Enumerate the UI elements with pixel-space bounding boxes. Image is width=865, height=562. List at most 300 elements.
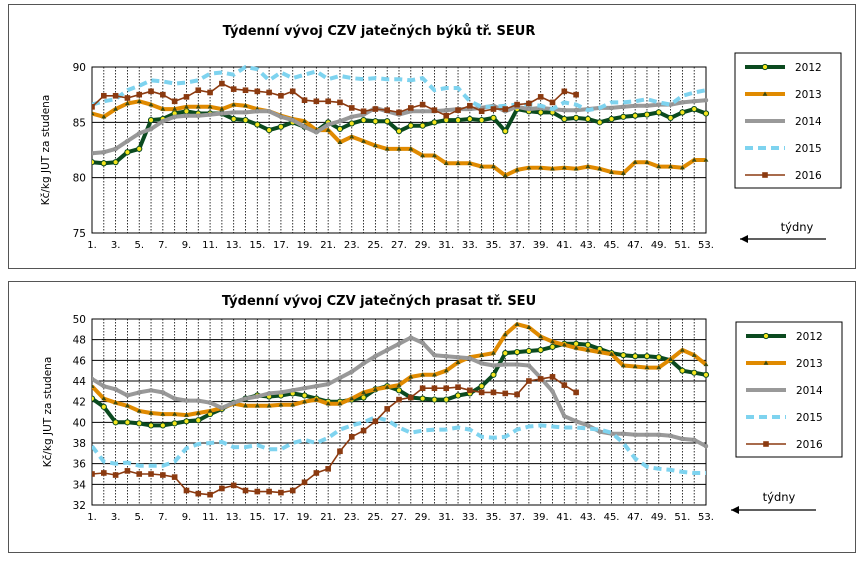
x-tick-label: 51. <box>674 512 691 523</box>
legend-label: 2012 <box>795 62 822 74</box>
data-point-2012 <box>656 110 661 115</box>
data-point-2014 <box>208 401 212 405</box>
x-tick-label: 11. <box>202 512 219 523</box>
data-point-2016 <box>278 93 284 99</box>
data-point-2012 <box>644 354 649 359</box>
data-point-2012 <box>89 160 94 165</box>
y-tick-label: 46 <box>72 355 86 368</box>
data-point-2014 <box>633 104 637 108</box>
data-point-2012 <box>680 368 685 373</box>
legend <box>735 53 841 188</box>
data-point-2016 <box>160 472 166 478</box>
data-point-2016 <box>195 87 201 93</box>
data-point-2014 <box>196 114 200 118</box>
data-point-2012 <box>408 123 413 128</box>
data-point-2012 <box>148 423 153 428</box>
legend <box>736 322 842 457</box>
data-point-2016 <box>113 93 119 99</box>
data-point-2016 <box>266 90 272 96</box>
y-axis-label: Kč/kg JUT za studena <box>40 94 52 206</box>
data-point-2014 <box>621 105 625 109</box>
data-point-2014 <box>444 108 448 112</box>
data-point-2016 <box>396 397 402 403</box>
data-point-2016 <box>337 100 343 106</box>
legend-label: 2015 <box>795 143 822 155</box>
legend-label: 2015 <box>796 412 823 424</box>
data-point-2014 <box>680 100 684 104</box>
x-tick-label: 13. <box>225 512 242 523</box>
data-point-2012 <box>420 396 425 401</box>
x-tick-label: 23. <box>343 240 360 251</box>
data-point-2012 <box>89 396 94 401</box>
y-tick-label: 50 <box>72 314 86 326</box>
data-point-2014 <box>244 110 248 114</box>
x-tick-label: 19. <box>296 240 313 251</box>
data-point-2014 <box>149 127 153 131</box>
data-point-2014 <box>161 390 165 394</box>
data-point-2014 <box>598 430 602 434</box>
data-point-2014 <box>692 99 696 103</box>
x-tick-label: 7. <box>158 240 168 251</box>
y-tick-label: 34 <box>72 479 86 492</box>
x-tick-label: 27. <box>391 512 407 523</box>
data-point-2014 <box>704 98 708 102</box>
data-point-2014 <box>610 106 614 110</box>
x-axis-label: týdny <box>780 220 814 234</box>
y-tick-label: 44 <box>72 376 86 388</box>
data-point-2016 <box>408 395 414 401</box>
data-point-2012 <box>432 120 437 125</box>
data-point-2016 <box>526 378 532 384</box>
y-tick-label: 36 <box>72 458 86 471</box>
data-point-2012 <box>503 129 508 134</box>
x-tick-label: 45. <box>603 240 620 251</box>
data-point-2014 <box>409 336 413 340</box>
x-tick-label: 1. <box>87 512 97 523</box>
data-point-2012 <box>148 118 153 123</box>
data-point-2014 <box>657 103 661 107</box>
data-point-2012 <box>692 370 697 375</box>
data-point-2012 <box>609 116 614 121</box>
data-point-2012 <box>455 118 460 123</box>
y-tick-label: 90 <box>72 62 86 74</box>
data-point-2016 <box>550 100 556 106</box>
x-tick-label: 47. <box>627 240 644 251</box>
data-point-2012 <box>668 115 673 120</box>
data-point-2012 <box>255 122 260 127</box>
y-tick-label: 48 <box>72 334 86 347</box>
data-point-2016 <box>443 385 449 391</box>
data-point-2012 <box>444 397 449 402</box>
x-axis-arrow-head <box>740 235 748 243</box>
data-point-2016 <box>573 390 579 396</box>
data-point-2014 <box>468 356 472 360</box>
data-point-2012 <box>585 342 590 347</box>
y-tick-label: 80 <box>72 172 86 185</box>
data-point-2016 <box>113 472 119 478</box>
data-point-2012 <box>514 349 519 354</box>
data-point-2014 <box>574 419 578 423</box>
y-tick-label: 42 <box>72 396 86 409</box>
data-point-2014 <box>114 387 118 391</box>
data-point-2014 <box>184 114 188 118</box>
legend-label: 2016 <box>795 170 822 182</box>
data-point-2016 <box>101 93 107 99</box>
y-tick-label: 85 <box>72 117 86 130</box>
data-point-2016 <box>125 468 131 474</box>
data-point-2014 <box>551 389 555 393</box>
data-point-2012 <box>491 115 496 120</box>
x-tick-label: 49. <box>650 240 667 251</box>
data-point-2014 <box>102 384 106 388</box>
x-tick-label: 9. <box>181 512 192 523</box>
data-point-2014 <box>515 362 519 366</box>
data-point-2014 <box>350 370 354 374</box>
x-tick-label: 31. <box>438 240 455 251</box>
legend-marker <box>762 64 767 69</box>
legend-marker <box>764 388 768 392</box>
data-point-2014 <box>291 388 295 392</box>
data-point-2016 <box>101 470 107 476</box>
data-point-2012 <box>278 124 283 129</box>
x-tick-label: 33. <box>461 512 478 523</box>
data-point-2012 <box>467 116 472 121</box>
data-point-2016 <box>195 491 201 497</box>
data-point-2012 <box>703 372 708 377</box>
y-tick-label: 38 <box>72 438 86 450</box>
data-point-2012 <box>101 404 106 409</box>
data-point-2012 <box>621 114 626 119</box>
data-point-2014 <box>208 113 212 117</box>
data-point-2016 <box>243 488 249 494</box>
x-tick-label: 41. <box>556 240 573 251</box>
x-tick-label: 53. <box>698 512 714 523</box>
data-point-2012 <box>113 160 118 165</box>
data-point-2016 <box>219 81 225 87</box>
x-tick-label: 47. <box>627 512 644 523</box>
data-point-2014 <box>220 406 224 410</box>
data-point-2012 <box>703 111 708 116</box>
data-point-2016 <box>420 102 426 108</box>
data-point-2014 <box>267 391 271 395</box>
x-tick-label: 3. <box>110 512 121 523</box>
data-point-2012 <box>113 420 118 425</box>
data-point-2014 <box>326 382 330 386</box>
y-tick-label: 32 <box>72 500 86 512</box>
x-tick-label: 43. <box>579 512 596 523</box>
data-point-2014 <box>373 354 377 358</box>
data-point-2012 <box>574 115 579 120</box>
data-point-2012 <box>491 372 496 377</box>
chart-title: Týdenní vývoj CZV jatečných býků tř. SEUR <box>222 24 536 39</box>
data-point-2016 <box>384 406 390 412</box>
data-point-2014 <box>314 130 318 134</box>
data-point-2016 <box>432 107 438 113</box>
data-point-2016 <box>455 384 461 390</box>
data-point-2012 <box>243 118 248 123</box>
data-point-2012 <box>550 344 555 349</box>
data-point-2014 <box>704 444 708 448</box>
x-tick-label: 25. <box>367 240 384 251</box>
data-point-2014 <box>90 151 94 155</box>
legend-label: 2013 <box>796 358 823 370</box>
data-point-2016 <box>136 471 142 477</box>
data-point-2014 <box>161 119 165 123</box>
x-tick-label: 41. <box>556 512 573 523</box>
legend-label: 2014 <box>795 116 822 128</box>
data-point-2014 <box>149 388 153 392</box>
x-tick-label: 1. <box>87 240 97 251</box>
x-tick-label: 5. <box>134 512 145 523</box>
data-point-2016 <box>455 107 461 113</box>
data-point-2012 <box>420 123 425 128</box>
data-point-2014 <box>562 108 566 112</box>
data-point-2012 <box>373 119 378 124</box>
chart-title: Týdenní vývoj CZV jatečných prasat tř. SEU <box>221 294 537 309</box>
x-tick-label: 45. <box>603 512 620 523</box>
data-point-2012 <box>562 116 567 121</box>
x-tick-label: 7. <box>158 512 168 523</box>
x-tick-label: 31. <box>438 512 455 523</box>
data-point-2016 <box>467 388 473 394</box>
legend-marker <box>763 333 768 338</box>
data-point-2012 <box>432 397 437 402</box>
y-tick-label: 40 <box>72 417 86 430</box>
x-axis-label: týdny <box>762 490 796 504</box>
data-point-2014 <box>125 139 129 143</box>
data-point-2014 <box>137 390 141 394</box>
legend-label: 2014 <box>796 385 823 397</box>
data-point-2014 <box>232 110 236 114</box>
data-point-2012 <box>633 113 638 118</box>
data-point-2016 <box>502 106 508 112</box>
data-point-2014 <box>125 393 129 397</box>
data-point-2016 <box>361 428 367 434</box>
data-point-2012 <box>196 418 201 423</box>
data-point-2012 <box>692 106 697 111</box>
data-point-2016 <box>373 419 379 425</box>
x-tick-label: 49. <box>650 512 667 523</box>
x-tick-label: 29. <box>414 240 431 251</box>
data-point-2012 <box>538 347 543 352</box>
data-point-2014 <box>421 341 425 345</box>
legend-marker <box>762 172 768 178</box>
data-point-2016 <box>266 489 272 495</box>
x-tick-label: 39. <box>532 512 549 523</box>
x-tick-label: 19. <box>296 512 313 523</box>
beef-price-chart-panel <box>8 4 856 269</box>
data-point-2016 <box>89 104 95 110</box>
data-point-2016 <box>172 474 178 480</box>
x-tick-label: 51. <box>674 240 691 251</box>
data-point-2014 <box>444 354 448 358</box>
data-point-2012 <box>385 119 390 124</box>
data-point-2016 <box>349 105 355 111</box>
data-point-2014 <box>586 423 590 427</box>
data-point-2014 <box>102 150 106 154</box>
data-point-2016 <box>538 376 544 382</box>
data-point-2016 <box>160 92 166 98</box>
data-point-2014 <box>362 361 366 365</box>
data-point-2016 <box>550 374 556 380</box>
legend-marker <box>763 119 767 123</box>
data-point-2014 <box>421 109 425 113</box>
data-point-2016 <box>89 471 95 477</box>
data-point-2014 <box>456 355 460 359</box>
data-point-2014 <box>480 361 484 365</box>
data-point-2014 <box>503 362 507 366</box>
beef-price-chart <box>9 5 855 268</box>
data-point-2014 <box>338 376 342 380</box>
data-point-2014 <box>220 111 224 115</box>
data-point-2016 <box>432 385 438 391</box>
data-point-2016 <box>172 99 178 105</box>
data-point-2014 <box>491 364 495 368</box>
data-point-2014 <box>279 390 283 394</box>
data-point-2014 <box>291 118 295 122</box>
data-point-2016 <box>373 106 379 112</box>
data-point-2016 <box>562 382 568 388</box>
data-point-2012 <box>184 109 189 114</box>
data-point-2014 <box>314 384 318 388</box>
x-tick-label: 21. <box>320 240 337 251</box>
x-tick-label: 35. <box>485 240 502 251</box>
data-point-2016 <box>325 99 331 105</box>
data-point-2014 <box>232 401 236 405</box>
x-tick-label: 43. <box>579 240 596 251</box>
legend-label: 2016 <box>796 439 823 451</box>
data-point-2014 <box>633 433 637 437</box>
data-point-2014 <box>244 397 248 401</box>
data-point-2012 <box>644 112 649 117</box>
data-point-2016 <box>184 94 190 100</box>
x-tick-label: 33. <box>461 240 478 251</box>
data-point-2016 <box>384 107 390 113</box>
data-point-2012 <box>361 395 366 400</box>
x-tick-label: 53. <box>698 240 714 251</box>
data-point-2016 <box>361 108 367 114</box>
data-point-2016 <box>514 392 520 398</box>
data-point-2012 <box>455 393 460 398</box>
data-point-2014 <box>692 438 696 442</box>
x-tick-label: 15. <box>249 512 266 523</box>
data-point-2014 <box>90 377 94 381</box>
data-point-2014 <box>303 386 307 390</box>
data-point-2014 <box>680 437 684 441</box>
data-point-2016 <box>502 391 508 397</box>
x-tick-label: 39. <box>532 240 549 251</box>
data-point-2012 <box>125 150 130 155</box>
data-point-2012 <box>656 355 661 360</box>
data-point-2014 <box>657 433 661 437</box>
data-point-2014 <box>432 353 436 357</box>
data-point-2016 <box>207 90 213 96</box>
legend-label: 2013 <box>795 89 822 101</box>
data-point-2016 <box>314 470 320 476</box>
data-point-2012 <box>538 110 543 115</box>
x-tick-label: 17. <box>272 240 289 251</box>
data-point-2016 <box>255 489 261 495</box>
data-point-2012 <box>396 388 401 393</box>
data-point-2016 <box>396 110 402 116</box>
data-point-2014 <box>255 109 259 113</box>
data-point-2014 <box>196 399 200 403</box>
data-point-2016 <box>290 488 296 494</box>
x-tick-label: 37. <box>509 240 526 251</box>
data-point-2016 <box>290 89 296 95</box>
data-point-2012 <box>302 393 307 398</box>
data-point-2014 <box>397 342 401 346</box>
data-point-2012 <box>361 118 366 123</box>
x-tick-label: 25. <box>367 512 384 523</box>
data-point-2016 <box>302 479 308 485</box>
data-point-2016 <box>243 87 249 93</box>
x-tick-label: 27. <box>391 240 407 251</box>
x-tick-label: 3. <box>110 240 121 251</box>
data-point-2016 <box>325 466 331 472</box>
data-point-2014 <box>173 397 177 401</box>
pork-price-chart-panel <box>8 281 856 553</box>
data-point-2016 <box>184 488 190 494</box>
x-tick-label: 37. <box>509 512 526 523</box>
data-point-2014 <box>669 434 673 438</box>
data-point-2012 <box>526 348 531 353</box>
pork-price-chart <box>9 282 855 552</box>
data-point-2012 <box>503 351 508 356</box>
x-tick-label: 17. <box>272 512 289 523</box>
data-point-2012 <box>137 421 142 426</box>
data-point-2014 <box>338 119 342 123</box>
data-point-2016 <box>514 102 520 108</box>
x-tick-label: 21. <box>320 512 337 523</box>
data-point-2014 <box>574 108 578 112</box>
data-point-2016 <box>491 390 497 396</box>
data-point-2016 <box>562 89 568 95</box>
data-point-2012 <box>396 129 401 134</box>
data-point-2016 <box>314 99 320 105</box>
x-tick-label: 23. <box>343 512 360 523</box>
data-point-2014 <box>385 348 389 352</box>
data-point-2012 <box>184 419 189 424</box>
x-tick-label: 13. <box>225 240 242 251</box>
data-point-2014 <box>621 432 625 436</box>
data-point-2016 <box>479 390 485 396</box>
x-axis-arrow-head <box>731 506 739 514</box>
x-tick-label: 5. <box>134 240 145 251</box>
legend-marker <box>763 441 769 447</box>
x-tick-label: 15. <box>249 240 266 251</box>
data-point-2014 <box>645 104 649 108</box>
data-point-2016 <box>479 108 485 114</box>
data-point-2012 <box>125 420 130 425</box>
data-point-2016 <box>148 471 154 477</box>
y-tick-label: 75 <box>72 228 86 240</box>
legend-label: 2012 <box>796 331 823 343</box>
data-point-2012 <box>479 384 484 389</box>
data-point-2016 <box>219 486 225 492</box>
data-point-2012 <box>597 120 602 125</box>
data-point-2012 <box>172 421 177 426</box>
data-point-2016 <box>231 86 237 92</box>
data-point-2014 <box>326 123 330 127</box>
data-point-2012 <box>337 126 342 131</box>
data-point-2014 <box>645 433 649 437</box>
data-point-2016 <box>408 105 414 111</box>
data-point-2016 <box>526 101 532 107</box>
data-point-2016 <box>302 97 308 103</box>
data-point-2014 <box>279 115 283 119</box>
data-point-2012 <box>231 116 236 121</box>
